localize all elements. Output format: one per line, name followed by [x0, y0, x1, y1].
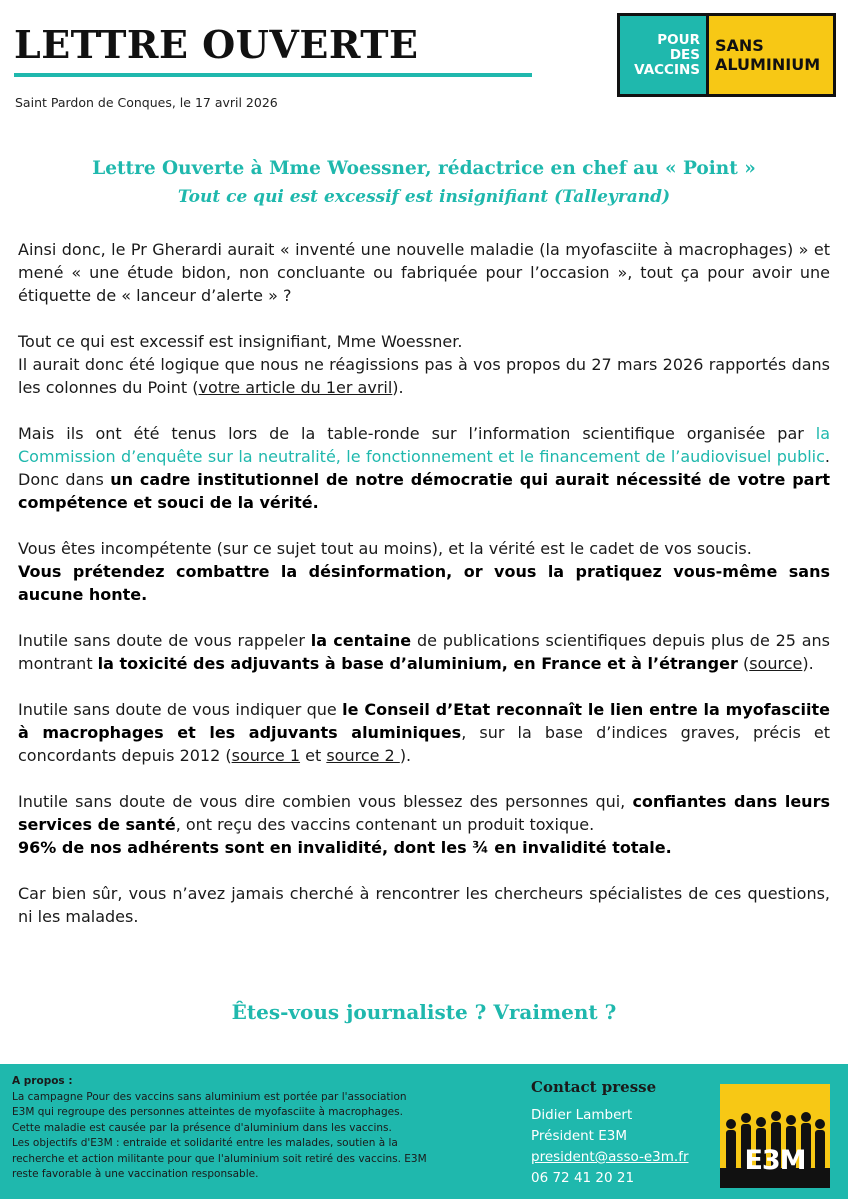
article-link[interactable]: votre article du 1er avril	[198, 378, 393, 397]
about-section	[12, 1074, 442, 1183]
paragraph-5: Inutile sans doute de vous rappeler la centaine de publications scientifiques depuis plus de 25 ans montrant la toxicité des adjuvants à base d’aluminium, en France et à l’étranger (source).	[18, 631, 831, 673]
paragraph-8: Car bien sûr, vous n’avez jamais cherché à rencontrer les chercheurs spécialistes de ces questions, ni les malades.	[18, 884, 830, 926]
letter-heading-title: Lettre Ouverte à Mme Woessner, rédactrice en chef au « Point »	[92, 158, 756, 179]
campaign-logo	[617, 13, 836, 97]
press-contact	[531, 1078, 721, 1189]
about-line: recherche et action militante pour que l'aluminium soit retiré des vaccins. E3M	[12, 1152, 427, 1165]
title-underline	[14, 73, 532, 77]
campaign-logo-left: POUR DES VACCINS	[620, 16, 706, 94]
contact-title: Contact presse	[531, 1078, 657, 1096]
commission-link[interactable]: la Commission d’enquête sur la neutralité, le fonctionnement et le financement de l’audiovisuel public	[18, 424, 830, 466]
document-title: LETTRE OUVERTE	[14, 22, 419, 67]
contact-name: Didier Lambert	[531, 1107, 633, 1123]
paragraph-2: Tout ce qui est excessif est insignifiant, Mme Woessner. Il aurait donc été logique que nous ne réagissions pas à vos propos du 27 mars 2026 rapportés dans les colonnes du Point (votre article du 1er avril).	[18, 332, 830, 397]
about-line: E3M qui regroupe des personnes atteintes de myofasciite à macrophages.	[12, 1106, 403, 1118]
paragraph-7: Inutile sans doute de vous dire combien vous blessez des personnes qui, confiantes dans leurs services de santé, ont reçu des vaccins contenant un produit toxique. 96% de nos adhérents sont en invalidité, dont les ¾ en invalidité totale.	[18, 792, 830, 857]
about-line: Cette maladie est causée par la présence d'aluminium dans les vaccins.	[12, 1121, 392, 1134]
paragraph-6: Inutile sans doute de vous indiquer que le Conseil d’Etat reconnaît le lien entre la myofasciite à macrophages et les adjuvants aluminiques, sur la base d’indices graves, précis et concordants depuis 2012 (source 1 et source 2 ).	[18, 700, 831, 765]
source-2-link[interactable]: source 2	[326, 746, 400, 765]
about-line: reste favorable à une vaccination responsable.	[12, 1168, 259, 1180]
letter-date: Saint Pardon de Conques, le 17 avril 2026	[15, 95, 278, 110]
letter-heading-subtitle: Tout ce qui est excessif est insignifiant (Talleyrand)	[177, 187, 671, 207]
campaign-logo-right: SANS ALUMINIUM	[706, 16, 833, 94]
source-link[interactable]: source	[749, 654, 803, 673]
contact-role: Président E3M	[531, 1128, 628, 1144]
contact-phone: 06 72 41 20 21	[531, 1170, 635, 1186]
e3m-logo	[720, 1084, 830, 1188]
about-title: A propos :	[12, 1075, 73, 1087]
source-1-link[interactable]: source 1	[231, 746, 301, 765]
paragraph-3: Mais ils ont été tenus lors de la table-ronde sur l’information scientifique organisée par la Commission d’enquête sur la neutralité, le fonctionnement et le financement de l’audiovisuel public. Donc dans un cadre institutionnel de notre démocratie qui aurait nécessité de votre part compétence et souci de la vérité.	[18, 424, 830, 512]
letter-heading	[0, 158, 848, 207]
closing-question: Êtes-vous journaliste ? Vraiment ?	[231, 1000, 617, 1024]
about-line: La campagne Pour des vaccins sans aluminium est portée par l'association	[12, 1090, 407, 1103]
paragraph-1: Ainsi donc, le Pr Gherardi aurait « inventé une nouvelle maladie (la myofasciite à macrophages) » et mené « une étude bidon, non concluante ou fabriquée pour l’occasion », tout ça pour avoir une étiquette de « lanceur d’alerte » ?	[18, 240, 830, 305]
letter-body	[18, 238, 830, 951]
paragraph-4: Vous êtes incompétente (sur ce sujet tout au moins), et la vérité est le cadet de vos soucis. Vous prétendez combattre la désinformation, or vous la pratiquez vous-même sans aucune honte.	[18, 539, 830, 604]
contact-email-link[interactable]: president@asso-e3m.fr	[531, 1149, 689, 1165]
e3m-logo-text: E3M	[744, 1145, 806, 1176]
about-line: Les objectifs d'E3M : entraide et solidarité entre les malades, soutien à la	[12, 1137, 398, 1149]
footer-band	[0, 1064, 848, 1199]
